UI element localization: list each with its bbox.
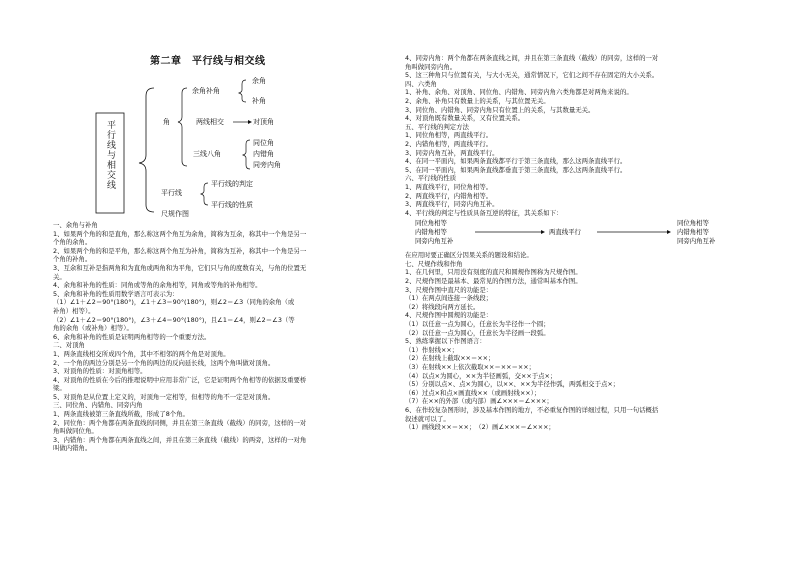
left-text-line: 3、互余和互补是指两角和为直角或两角和为平角，它们只与角的度数有关，与角的位置无 [53,263,307,272]
right-text-line: 4、对顶角既有数量关系，又有位置关系。 [405,114,525,123]
right-text2-line: 3、尺规作图中直尺的功能是： [405,285,493,294]
right-text-line: 4、同旁内角：两个角都在两条直线之间，并且在第三条直线（截线）的同旁，这样的一对 [405,54,659,62]
right-text2-line: （4）以点×为圆心，××为半径画弧，交××于点×； [405,371,557,380]
right-text-line: 5、这三种角只与位置有关，与大小无关，通常情况下，它们之间不存在固定的大小关系。 [405,71,659,80]
right-text2-line: 叙述就可以了。 [405,414,450,423]
mm-jiao: 角 [163,118,170,126]
left-text-line: 关。 [53,272,66,281]
right-column [405,54,755,432]
rel-arrow-2-head [667,230,671,234]
right-text2-line: （1）画线段××＝××； （2）画∠×××＝∠×××； [405,423,555,432]
rel-right-2: 同旁内角互补 [677,237,716,246]
right-text2-line: 2、尺规作图是最基本、最常见的作图方法，通常叫基本作图。 [405,277,582,286]
right-text-line: 四、六类角 [405,79,437,88]
rel-right-1: 内错角相等 [677,228,709,237]
mind-map-root-text: 平行线与相交线 [105,120,115,190]
page-title: 第二章 平行线与相交线 [150,56,266,67]
left-text-line: 2、一个角的两边分别是另一个角的两边的反向延长线，这两个角叫做对顶角。 [53,358,275,367]
left-text-line: 一、余角与补角 [53,221,98,229]
right-text2-line: 在应用时要正确区分因果关系的题设和结论。 [405,251,533,260]
right-text-line: 4、平行线的判定与性质具备互逆的特征，其关系如下： [405,208,563,217]
right-text2-line: （1）在两点间连接一条线段； [405,294,493,303]
right-text2-line: 6、在作较复杂图形时，涉及基本作图的地方，不必重复作图的详细过程，只用一句话概括 [405,405,659,414]
right-text-line: 角叫做同旁内角。 [405,62,457,71]
right-text-line: 2、两直线平行，内错角相等。 [405,191,493,200]
right-text-line: 4、在同一平面内，如果两条直线都平行于第三条直线，那么这两条直线平行。 [405,157,627,166]
yubu-brace [239,80,246,102]
right-text-line: 1、两直线平行，同位角相等。 [405,182,493,191]
left-text-line: 2、同位角：两个角都在两条直线的同侧，并且在第三条直线（截线）的同旁，这样的一对 [53,418,307,427]
right-text-line: 5、在同一平面内，如果两条直线都垂直于第三条直线，那么这两条直线平行。 [405,165,627,174]
left-text-line: 个角的补角。 [53,255,92,264]
left-text-line: 3、对顶角的性质：对顶角相等。 [53,367,147,376]
right-text-line: 1、补角、余角、对顶角、同位角、内错角、同旁内角六类角都是对两角来说的。 [405,88,633,97]
left-text-line: 梁。 [53,384,66,393]
right-text2-line: （3）在射线××上依次截取××＝××＝××； [405,363,535,371]
left-text-line: 2、如果两个角的和是平角，那么称这两个角互为补角，简称为互补，称其中一个角是另一 [53,246,307,255]
mm-yujiao: 余角 [252,77,266,85]
left-text-line: 角的余角（或补角）相等）。 [53,324,133,333]
rel-left-1: 内错角相等 [415,228,447,237]
left-text-line: 4、对顶角的性质在今后的推理说明中应用非常广泛，它是证明两个角相等的依据及重要桥 [53,375,307,384]
left-text-line: 1、两条直线相交所成四个角，其中不相邻的两个角是对顶角。 [53,349,230,358]
right-text2-line: （2）以任意一点为圆心，任意长为半径画一段弧。 [405,328,550,337]
sanxian-brace [243,140,250,169]
mm-liangxianxiangjiao: 两线相交 [196,118,224,126]
mm-tongweijiao: 同位角 [253,139,274,147]
right-text-line: 2、内错角相等，两直线平行。 [405,139,493,148]
rel-left-2: 同旁内角互补 [415,237,454,246]
rel-left-0: 同位角相等 [415,219,447,228]
mm-bujiao: 补角 [252,97,266,105]
mm-xingzhi: 平行线的性质 [211,201,253,209]
right-text-line: 3、同旁内角互补，两直线平行。 [405,148,499,157]
left-text-line: 个角的余角。 [53,238,92,247]
left-text-line: 5、对顶角是从位置上定义的，对顶角一定相等，但相等的角不一定是对顶角。 [53,392,275,401]
left-text-line: 1、两条直线被第三条直线所截，形成了8个角。 [53,410,189,419]
mm-chiguizuotu: 尺规作图 [161,210,189,218]
mm-neicuojiao: 内错角 [253,150,274,158]
left-text-line: 三、同位角、内错角、同旁内角 [53,401,143,410]
mm-duidingjiao: 对顶角 [253,118,274,126]
left-text-line: 6、余角和补角的性质是证明两角相等的一个重要方法。 [53,332,211,341]
right-text-line: 1、同位角相等，两直线平行。 [405,131,493,140]
right-text2-line: 4、尺规作图中圆规的功能是： [405,311,493,320]
left-text-line: 3、内错角：两个角都在两条直线之间，并且在第三条直线（截线）的两旁，这样的一对角 [53,435,307,444]
rel-middle: 两直线平行 [549,228,581,237]
right-text2-line: （1）以任意一点为圆心，任意长为半径作一个圆； [405,320,550,329]
right-text2-line: （7）在××的外部（或内部）画∠×××＝∠×××； [405,397,553,406]
right-text2-line: （1）作射线××； [405,345,459,354]
right-text2-line: （2）在射线上截取××＝××； [405,354,495,363]
right-text-line: 六、平行线的性质 [405,174,457,183]
right-column-part1 [405,54,755,217]
right-text2-line: 1、在几何里，只用没有刻度的直尺和圆规作图称为尺规作图。 [405,268,582,277]
left-text-line: （2）∠1＋∠2＝90°(180°)，∠3＋∠4＝90°(180°)，且∠1＝∠4，则∠2＝∠3（等 [53,315,295,324]
left-text-line: 5、余角和补角的性质用数学语言可表示为： [53,289,179,298]
right-text2-line: 七、尺规作线和作角 [405,259,463,268]
right-text2-line: （5）分别以点×、点×为圆心，以××、××为半径作弧，两弧相交于点×； [405,380,620,389]
left-text-line: 二、对顶角 [53,341,85,350]
left-text-line: 叫做内错角。 [53,444,92,453]
right-text-line: 2、余角、补角只有数量上的关系，与其位置无关。 [405,96,550,105]
left-text-line: 1、如果两个角的和是直角，那么称这两个角互为余角，简称为互余，称其中一个角是另一 [53,229,307,238]
left-text-line: 4、余角和补角的性质：同角或等角的余角相等，同角或等角的补角相等。 [53,281,262,290]
left-text-line: 补角）相等）。 [53,306,95,315]
right-text-line: 3、同位角、内错角、同旁内角只有位置上的关系，与其数量无关。 [405,105,595,114]
right-text-line: 3、两直线平行，同旁内角互补。 [405,200,499,209]
mm-pingxingxian: 平行线 [161,189,182,197]
mm-yujiaobujiao: 余角补角 [192,87,220,95]
mm-panding: 平行线的判定 [211,180,253,188]
rel-right-0: 同位角相等 [677,219,709,228]
arrow-head-duiding [248,120,252,124]
right-text2-line: （2）将线段向两方延长。 [405,302,480,311]
relation-diagram [405,217,755,261]
left-column [53,221,393,453]
right-text2-line: （6）过点×和点×画直线××（或画射线××）； [405,388,541,397]
right-text-line: 五、平行线的判定方法 [405,122,469,131]
mm-tongpangneijiao: 同旁内角 [253,161,281,169]
left-text-line: 角叫做同位角。 [53,427,98,436]
root-brace [139,88,154,212]
mm-sanxianbajiao: 三线八角 [193,150,221,158]
right-text2-line: 5、熟练掌握以下作图语言： [405,337,486,346]
rel-arrow-1-head [541,230,545,234]
right-column-part2 [405,251,755,431]
left-text-line: （1）∠1＋∠2＝90°(180°)，∠1＋∠3＝90°(180°)，则∠2＝∠3（同角的余角（或 [53,298,295,307]
pingxing-brace [201,183,208,205]
jiao-brace [178,88,187,166]
